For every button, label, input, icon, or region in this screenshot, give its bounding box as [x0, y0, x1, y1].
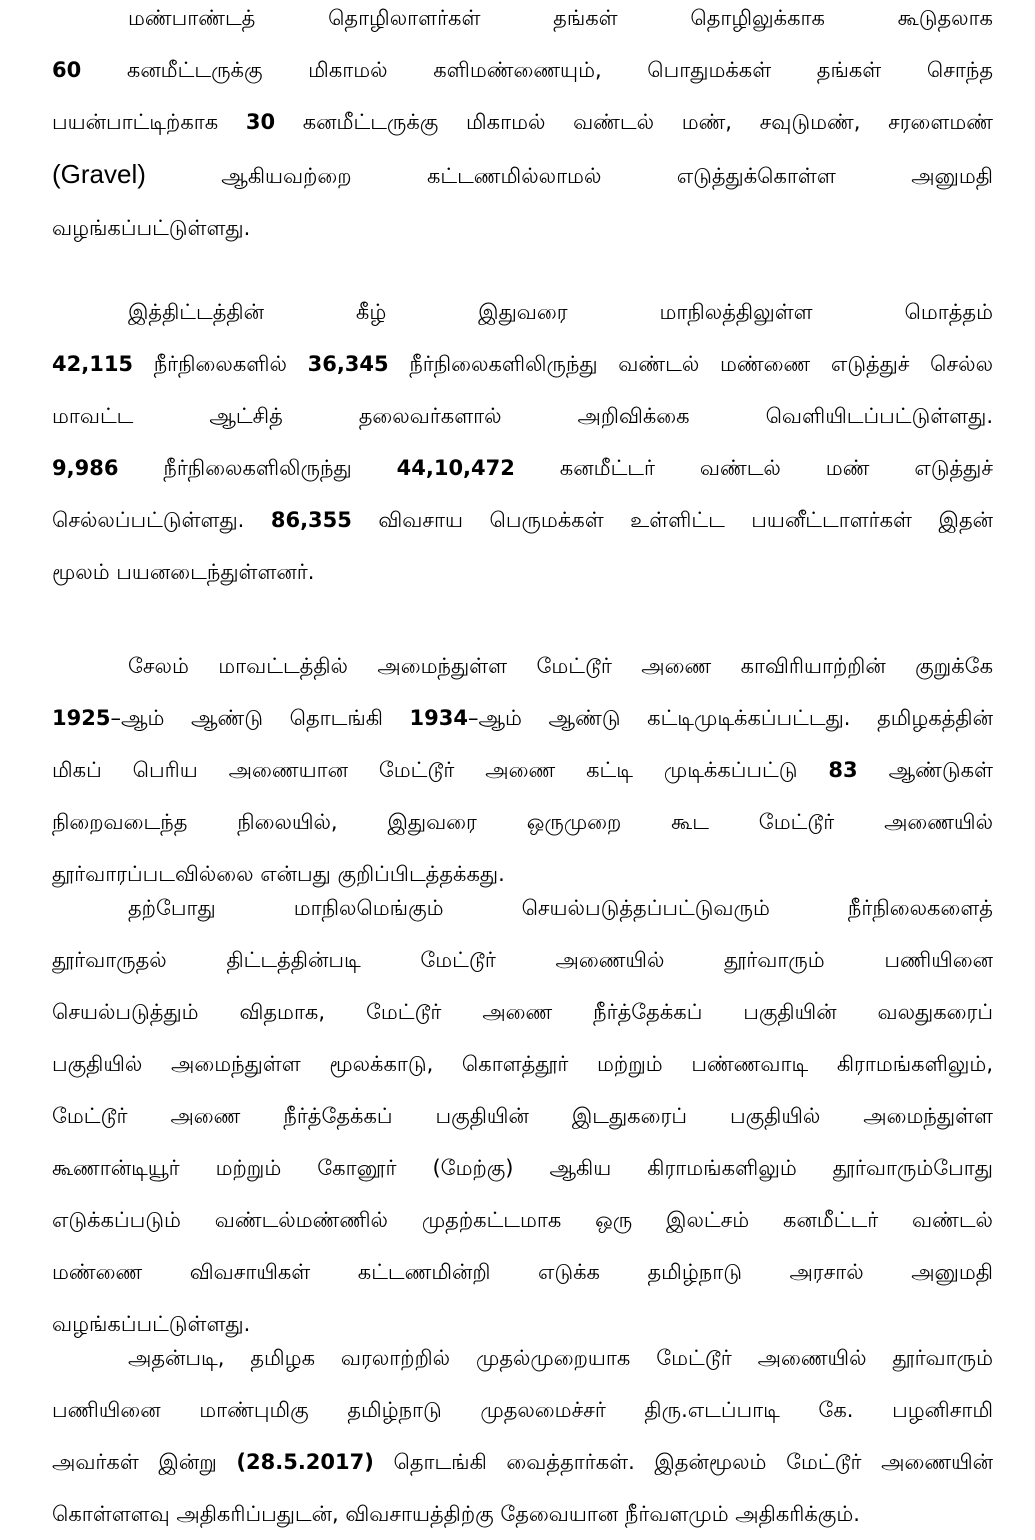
text-segment: நீர்நிலைகளிலிருந்து — [118, 456, 397, 480]
text-line — [52, 692, 993, 744]
text-segment: அவர்கள் இன்று — [52, 1450, 237, 1474]
text-segment: பணியினை மாண்புமிகு தமிழ்நாடு முதலமைச்சர் திரு.எடப்பாடி கே. பழனிசாமி — [52, 1398, 993, 1422]
text-line — [52, 338, 993, 390]
paragraph-soil-permission — [52, 0, 993, 254]
numeric-value: 60 — [52, 58, 82, 82]
text-segment: வழங்கப்பட்டுள்ளது. — [52, 1312, 251, 1336]
text-segment: அதன்படி, தமிழக வரலாற்றில் முதல்முறையாக மேட்டூர் அணையில் தூர்வாரும் — [128, 1346, 993, 1370]
text-segment: இத்திட்டத்தின் கீழ் இதுவரை மாநிலத்திலுள்ள மொத்தம் — [128, 300, 993, 324]
text-segment: மிகப் பெரிய அணையான மேட்டூர் அணை கட்டி முடிக்கப்பட்டு — [52, 758, 829, 782]
text-line — [52, 796, 993, 848]
text-line — [52, 1488, 993, 1540]
text-segment: நீர்நிலைகளில் — [133, 352, 308, 376]
text-line — [52, 148, 993, 202]
text-line — [52, 744, 993, 796]
text-segment: எடுக்கப்படும் வண்டல்மண்ணில் முதற்கட்டமாக ஒரு இலட்சம் கனமீட்டர் வண்டல் — [52, 1208, 993, 1232]
text-segment: தற்போது மாநிலமெங்கும் செயல்படுத்தப்பட்டுவரும் நீர்நிலைகளைத் — [128, 896, 993, 920]
text-segment: கனமீட்டர் வண்டல் மண் எடுத்துச் — [514, 456, 993, 480]
text-segment: –ஆம் ஆண்டு கட்டிமுடிக்கப்பட்டது. தமிழகத்தின் — [467, 706, 993, 730]
text-segment: பகுதியில் அமைந்துள்ள மூலக்காடு, கொளத்தூர் மற்றும் பண்ணவாடி கிராமங்களிலும், — [52, 1052, 993, 1076]
text-segment: தொடங்கி வைத்தார்கள். இதன்மூலம் மேட்டூர் அணையின் — [373, 1450, 993, 1474]
text-segment: மூலம் பயனடைந்துள்ளனர். — [52, 560, 315, 584]
text-line — [52, 44, 993, 96]
text-segment: ஆகியவற்றை கட்டணமில்லாமல் எடுத்துக்கொள்ள அனுமதி — [145, 164, 993, 188]
text-segment: செயல்படுத்தும் விதமாக, மேட்டூர் அணை நீர்த்தேக்கப் பகுதியின் வலதுகரைப் — [52, 1000, 993, 1024]
text-line — [52, 1332, 993, 1384]
text-line — [52, 986, 993, 1038]
numeric-value: 36,345 — [307, 352, 389, 376]
text-line — [52, 390, 993, 442]
paragraph-inauguration — [52, 1332, 993, 1540]
paragraph-desilting-scheme — [52, 882, 993, 1350]
text-segment: கொள்ளளவு அதிகரிப்பதுடன், விவசாயத்திற்கு தேவையான நீர்வளமும் அதிகரிக்கும். — [52, 1502, 860, 1526]
numeric-value: 44,10,472 — [396, 456, 515, 480]
text-segment: செல்லப்பட்டுள்ளது. — [52, 508, 271, 532]
numeric-value: 30 — [245, 110, 276, 134]
text-segment: வழங்கப்பட்டுள்ளது. — [52, 216, 251, 240]
text-line — [52, 0, 993, 44]
text-segment: மண்பாண்டத் தொழிலாளர்கள் தங்கள் தொழிலுக்காக கூடுதலாக — [128, 6, 993, 30]
text-segment: கூணான்டியூர் மற்றும் கோனூர் (மேற்கு) ஆகிய கிராமங்களிலும் தூர்வாரும்போது — [52, 1156, 993, 1180]
text-line — [52, 1384, 993, 1436]
text-segment: (Gravel) — [52, 159, 146, 189]
text-segment: மேட்டூர் அணை நீர்த்தேக்கப் பகுதியின் இடதுகரைப் பகுதியில் அமைந்துள்ள — [52, 1104, 993, 1128]
text-line — [52, 286, 993, 338]
text-line — [52, 1436, 993, 1488]
text-line — [52, 96, 993, 148]
text-line — [52, 1246, 993, 1298]
text-line — [52, 202, 993, 254]
text-segment: நீர்நிலைகளிலிருந்து வண்டல் மண்ணை எடுத்துச் செல்ல — [388, 352, 993, 376]
text-segment: மண்ணை விவசாயிகள் கட்டணமின்றி எடுக்க தமிழ்நாடு அரசால் அனுமதி — [52, 1260, 993, 1284]
numeric-value: 83 — [828, 758, 858, 782]
text-segment: பயன்பாட்டிற்காக — [52, 110, 246, 134]
paragraph-waterbody-statistics — [52, 286, 993, 598]
paragraph-mettur-dam-history — [52, 640, 993, 900]
numeric-value: 9,986 — [52, 456, 119, 480]
text-segment: –ஆம் ஆண்டு தொடங்கி — [110, 706, 410, 730]
text-segment: நிறைவடைந்த நிலையில், இதுவரை ஒருமுறை கூட மேட்டூர் அணையில் — [52, 810, 993, 834]
numeric-value: 42,115 — [52, 352, 134, 376]
numeric-value: 1925 — [52, 706, 111, 730]
text-line — [52, 494, 993, 546]
text-line — [52, 934, 993, 986]
text-line — [52, 1038, 993, 1090]
numeric-value: (28.5.2017) — [236, 1450, 374, 1474]
text-line — [52, 882, 993, 934]
text-line — [52, 1142, 993, 1194]
numeric-value: 86,355 — [270, 508, 352, 532]
text-segment: விவசாய பெருமக்கள் உள்ளிட்ட பயனீட்டாளர்கள் இதன் — [351, 508, 993, 532]
text-segment: ஆண்டுகள் — [857, 758, 993, 782]
text-line — [52, 442, 993, 494]
numeric-value: 1934 — [409, 706, 468, 730]
text-line — [52, 640, 993, 692]
text-segment: தூர்வாருதல் திட்டத்தின்படி மேட்டூர் அணையில் தூர்வாரும் பணியினை — [52, 948, 993, 972]
text-segment: சேலம் மாவட்டத்தில் அமைந்துள்ள மேட்டூர் அணை காவிரியாற்றின் குறுக்கே — [128, 654, 993, 678]
text-segment: கனமீட்டருக்கு மிகாமல் வண்டல் மண், சவுடுமண், சரளைமண் — [275, 110, 993, 134]
text-line — [52, 1090, 993, 1142]
text-segment: தூர்வாரப்படவில்லை என்பது குறிப்பிடத்தக்கது. — [52, 862, 505, 886]
text-line — [52, 1194, 993, 1246]
text-line — [52, 546, 993, 598]
text-segment: மாவட்ட ஆட்சித் தலைவர்களால் அறிவிக்கை வெளியிடப்பட்டுள்ளது. — [52, 404, 993, 428]
text-segment: கனமீட்டருக்கு மிகாமல் களிமண்ணையும், பொதுமக்கள் தங்கள் சொந்த — [81, 58, 993, 82]
